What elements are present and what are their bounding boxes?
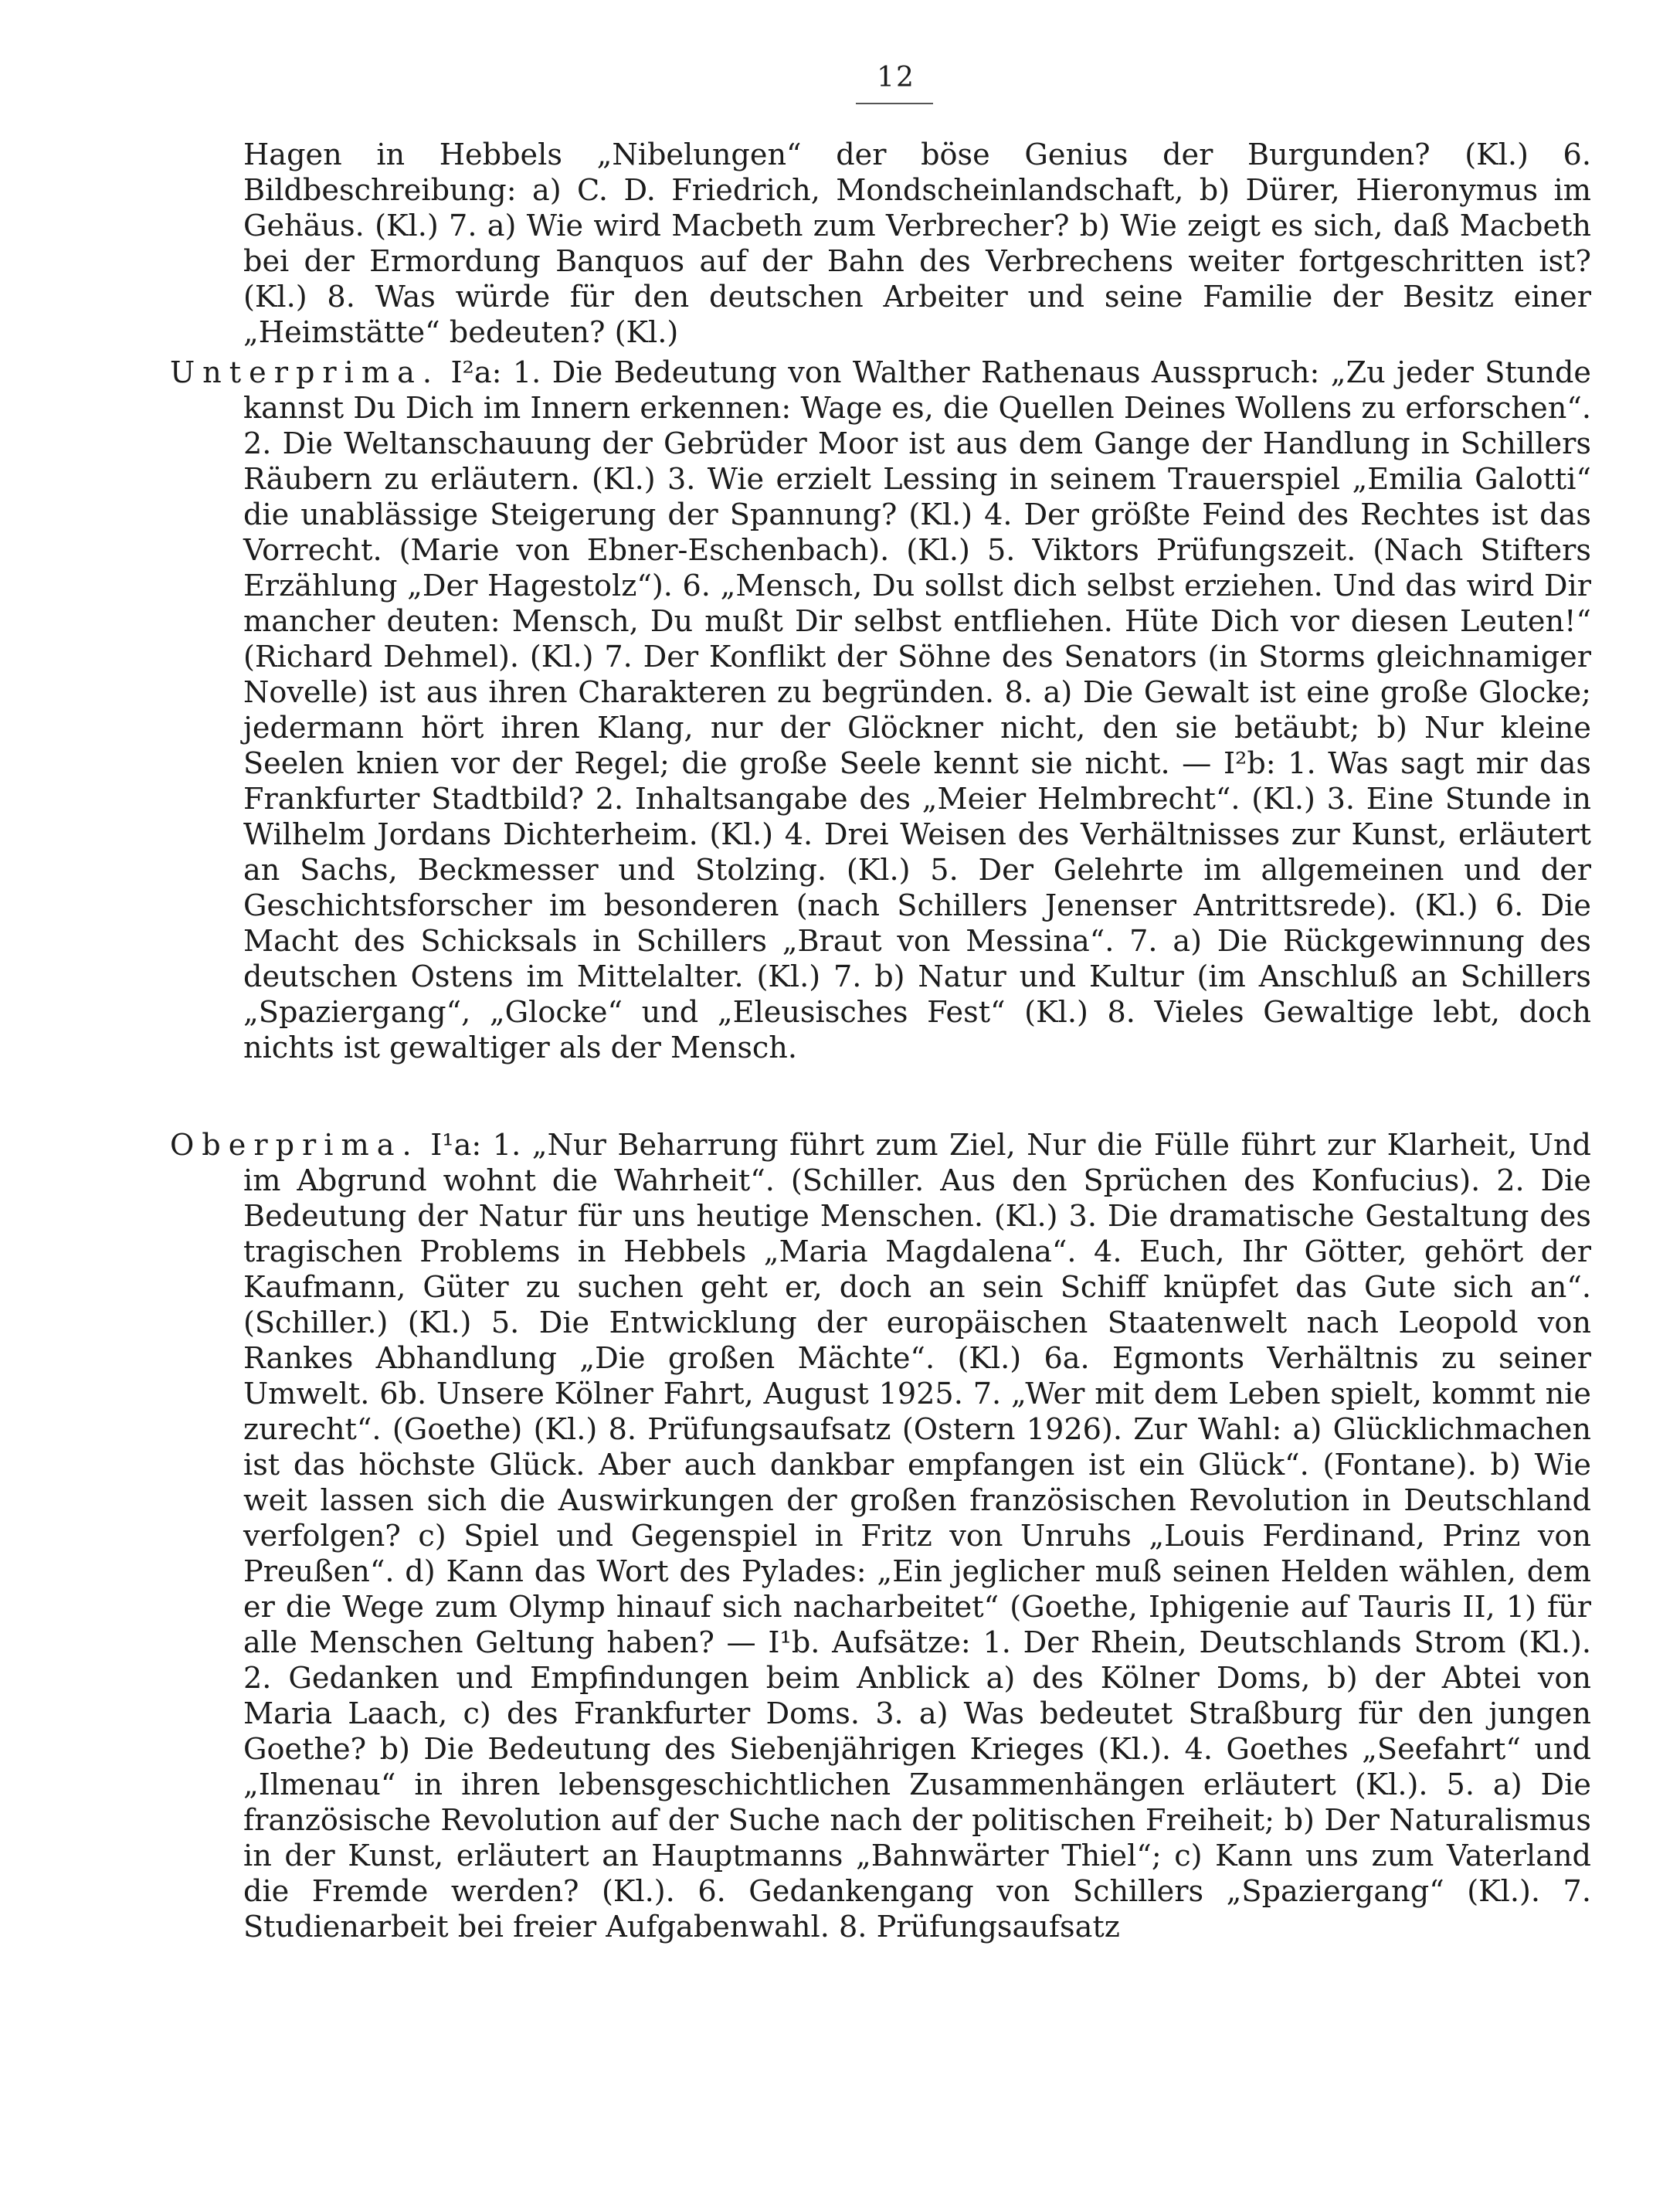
section-heading-oberprima: Oberprima. xyxy=(170,1129,419,1163)
class-label: I¹a: xyxy=(430,1129,482,1163)
paragraph-hagen xyxy=(243,138,1591,351)
page-number-rule xyxy=(856,103,933,104)
page-number: 12 xyxy=(877,62,915,93)
class-label: I²a: xyxy=(450,356,502,390)
section-unterprima xyxy=(170,355,1592,1066)
paragraph-text: 1. Die Bedeutung von Walther Rathenaus Ausspruch: „Zu jeder Stunde kannst Du Dich im Innern erkennen: Wage es, die Quellen Deines Wollens zu erforschen“. 2. Die Weltanschauung der Gebrüder Moor ist aus dem Gange der Handlung in Schillers Räubern zu erläutern. (Kl.) 3. Wie erzielt Lessing in seinem Trauerspiel „Emilia Galotti“ die unablässige Steigerung der Spannung? (Kl.) 4. Der größte Feind des Rechtes ist das Vorrecht. (Marie von Ebner-Eschenbach). (Kl.) 5. Viktors Prüfungszeit. (Nach Stifters Erzählung „Der Hagestolz“). 6. „Mensch, Du sollst dich selbst erziehen. Und das wird Dir mancher deuten: Mensch, Du mußt Dir selbst entfliehen. Hüte Dich vor diesen Leuten!“ (Richard Dehmel). (Kl.) 7. Der Konflikt der Söhne des Senators (in Storms gleichnamiger Novelle) ist aus ihren Charakteren zu begründen. 8. a) Die Gewalt ist eine große Glocke; jedermann hört ihren Klang, nur der Glöckner nicht, den sie betäubt; b) Nur kleine Seelen knien vor der Regel; die große Seele kennt sie nicht. — I²b: 1. Was sagt mir das Frankfurter Stadtbild? 2. Inhaltsangabe des „Meier Helmbrecht“. (Kl.) 3. Eine Stunde in Wilhelm Jordans Dichterheim. (Kl.) 4. Drei Weisen des Verhältnisses zur Kunst, erläutert an Sachs, Beckmesser und Stolzing. (Kl.) 5. Der Gelehrte im allgemeinen und der Geschichtsforscher im besonderen (nach Schillers Jenenser Antrittsrede). (Kl.) 6. Die Macht des Schicksals in Schillers „Braut von Messina“. 7. a) Die Rückgewinnung des deutschen Ostens im Mittelalter. (Kl.) 7. b) Natur und Kultur (im Anschluß an Schillers „Spaziergang“, „Glocke“ und „Eleusisches Fest“ (Kl.) 8. Vieles Gewaltige lebt, doch nichts ist gewaltiger als der Mensch. xyxy=(243,356,1592,1065)
section-oberprima xyxy=(170,1128,1592,1945)
section-hagen-continuation xyxy=(243,138,1591,351)
paragraph-text: 1. „Nur Beharrung führt zum Ziel, Nur die Fülle führt zur Klarheit, Und im Abgrund wohnt die Wahrheit“. (Schiller. Aus den Sprüchen des Konfucius). 2. Die Bedeutung der Natur für uns heutige Menschen. (Kl.) 3. Die dramatische Gestaltung des tragischen Problems in Hebbels „Maria Magdalena“. 4. Euch, Ihr Götter, gehört der Kaufmann, Güter zu suchen geht er, doch an sein Schiff knüpfet das Gute sich an“. (Schiller.) (Kl.) 5. Die Entwicklung der europäischen Staatenwelt nach Leopold von Rankes Abhandlung „Die großen Mächte“. (Kl.) 6a. Egmonts Verhältnis zu seiner Umwelt. 6b. Unsere Kölner Fahrt, August 1925. 7. „Wer mit dem Leben spielt, kommt nie zurecht“. (Goethe) (Kl.) 8. Prüfungsaufsatz (Ostern 1926). Zur Wahl: a) Glücklichmachen ist das höchste Glück. Aber auch dankbar empfangen ist ein Glück“. (Fontane). b) Wie weit lassen sich die Auswirkungen der großen französischen Revolution in Deutschland verfolgen? c) Spiel und Gegenspiel in Fritz von Unruhs „Louis Ferdinand, Prinz von Preußen“. d) Kann das Wort des Pylades: „Ein jeglicher muß seinen Helden wählen, dem er die Wege zum Olymp hinauf sich nacharbeitet“ (Goethe, Iphigenie auf Tauris II, 1) für alle Menschen Geltung haben? — I¹b. Aufsätze: 1. Der Rhein, Deutschlands Strom (Kl.). 2. Gedanken und Empfindungen beim Anblick a) des Kölner Doms, b) der Abtei von Maria Laach, c) des Frankfurter Doms. 3. a) Was bedeutet Straßburg für den jungen Goethe? b) Die Bedeutung des Siebenjährigen Krieges (Kl.). 4. Goethes „Seefahrt“ und „Ilmenau“ in ihren lebensgeschichtlichen Zusammenhängen erläutert (Kl.). 5. a) Die französische Revolution auf der Suche nach der politischen Freiheit; b) Der Naturalismus in der Kunst, erläutert an Hauptmanns „Bahnwärter Thiel“; c) Kann uns zum Vaterland die Fremde werden? (Kl.). 6. Gedankengang von Schillers „Spaziergang“ (Kl.). 7. Studienarbeit bei freier Aufgabenwahl. 8. Prüfungsaufsatz xyxy=(243,1129,1592,1944)
paragraph-text: Hagen in Hebbels „Nibelungen“ der böse Genius der Burgunden? (Kl.) 6. Bildbeschreibung: a) C. D. Friedrich, Mondscheinlandschaft, b) Dürer, Hieronymus im Gehäus. (Kl.) 7. a) Wie wird Macbeth zum Verbrecher? b) Wie zeigt es sich, daß Macbeth bei der Ermordung Banquos auf der Bahn des Verbrechens weiter fortgeschritten ist? (Kl.) 8. Was würde für den deutschen Arbeiter und seine Familie der Besitz einer „Heimstätte“ bedeuten? (Kl.) xyxy=(243,138,1591,350)
section-heading-unterprima: Unterprima. xyxy=(170,356,440,390)
paragraph-oberprima xyxy=(170,1128,1592,1945)
paragraph-unterprima xyxy=(170,355,1592,1066)
